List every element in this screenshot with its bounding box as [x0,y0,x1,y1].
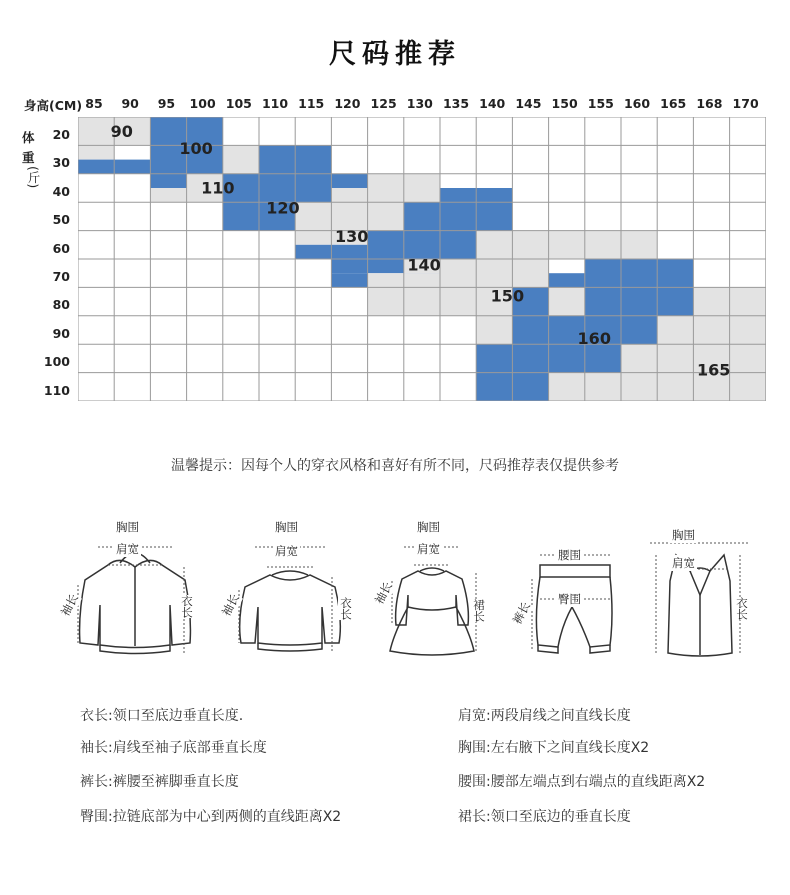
size-label-130: 130 [335,226,369,246]
size-chart-grid [78,117,766,401]
height-tick-85: 85 [85,96,103,111]
height-tick-165: 165 [660,96,687,111]
height-tick-100: 100 [189,96,216,111]
definition-dress-length: 裙长:领口至底边的垂直长度 [458,809,631,825]
height-tick-125: 125 [370,96,397,111]
size-label-150: 150 [490,286,525,306]
height-tick-170: 170 [732,96,759,111]
height-tick-135: 135 [442,96,470,111]
height-tick-90: 90 [121,96,139,111]
size-label-160: 160 [577,329,611,349]
dress-chest-label: 胸围 [417,520,440,534]
size-label-165: 165 [697,360,731,380]
jacket-sleeve-label: 袖长 [57,591,82,619]
sweater-sleeve-label: 袖长 [218,591,243,619]
height-tick-120: 120 [334,96,361,111]
dress-shoulder-label: 肩宽 [417,542,440,556]
size-140-region [331,273,367,287]
sweater-length-label: 衣长 [339,597,353,620]
size-label-120: 120 [266,198,300,218]
weight-tick-30: 30 [52,155,70,171]
definition-waist: 腰围:腰部左端点到右端点的直线距离X2 [458,774,706,790]
height-axis-label: 身高(CM) [24,98,83,113]
size-label-140: 140 [407,255,441,275]
height-tick-95: 95 [157,96,176,111]
weight-tick-50: 50 [52,212,70,228]
pants-waist-label: 腰围 [558,548,581,562]
weight-axis-label-char-1: 体 [22,130,35,145]
sweater-shoulder-label: 肩宽 [275,544,298,558]
height-tick-140: 140 [479,96,506,111]
weight-tick-60: 60 [52,240,70,256]
page-title: 尺码推荐 [329,39,461,70]
weight-tick-100: 100 [43,354,70,370]
height-tick-110: 110 [261,96,289,111]
height-tick-168: 168 [696,96,723,111]
size-label-90: 90 [110,121,133,141]
vest-length-label: 衣长 [735,597,749,620]
size-label-110: 110 [201,178,235,198]
sweater-diagram [215,520,365,665]
tip-text: 温馨提示：因每个人的穿衣风格和喜好有所不同，尺码推荐表仅提供参考 [171,458,619,474]
height-tick-160: 160 [623,96,651,111]
size-150-region [476,231,657,259]
weight-tick-70: 70 [52,269,70,284]
height-tick-130: 130 [406,96,433,111]
dress-sleeve-label: 袖长 [371,579,396,607]
jacket-length-label: 衣长 [180,595,194,618]
size-90-region [78,145,114,159]
size-label-100: 100 [179,138,213,158]
weight-tick-80: 80 [52,297,70,313]
dress-diagram [370,520,500,665]
size-150-region [549,287,585,315]
size-150-region [476,316,512,344]
vest-chest-label: 胸围 [672,528,695,542]
weight-axis-label-unit: (斤) [26,166,41,189]
dress-length-label: 裙长 [472,599,486,622]
size-160-region [549,273,585,287]
size-110-region [150,188,186,202]
vest-icon [640,525,760,665]
definition-inseam: 裤长:裤腰至裤脚垂直长度 [80,774,239,790]
definition-hip: 臀围:拉链底部为中心到两侧的直线距离X2 [80,809,342,825]
size-160-region [512,344,621,372]
weight-tick-110: 110 [43,382,70,398]
pants-inseam-label: 裤长 [509,599,534,627]
vest-diagram [640,525,760,665]
jacket-diagram [57,520,210,665]
weight-axis-label-char-2: 重 [22,150,35,165]
weight-tick-40: 40 [52,183,70,199]
sweater-chest-label: 胸围 [275,520,298,534]
weight-tick-20: 20 [52,127,70,142]
size-110-region [223,145,259,173]
size-165-region [657,316,766,344]
jacket-chest-label: 胸围 [116,520,139,534]
height-tick-115: 115 [298,96,325,111]
height-tick-150: 150 [551,96,578,111]
jacket-shoulder-label: 肩宽 [116,542,139,556]
definition-chest: 胸围:左右腋下之间直线长度X2 [458,740,650,756]
weight-tick-90: 90 [52,325,70,341]
definition-shoulder: 肩宽:两段肩线之间直线长度 [458,708,631,724]
height-tick-105: 105 [225,96,252,111]
pants-diagram [510,525,640,665]
height-tick-155: 155 [587,96,614,111]
size-120-region [295,188,331,202]
size-140-region [404,202,513,230]
pants-hip-label: 臀围 [558,592,581,606]
vest-shoulder-label: 肩宽 [672,556,695,570]
size-100-region [150,174,186,188]
height-tick-145: 145 [515,96,542,111]
definition-length: 衣长:领口至底边垂直长度. [80,708,244,724]
definition-sleeve: 袖长:肩线至袖子底部垂直长度 [80,740,267,756]
